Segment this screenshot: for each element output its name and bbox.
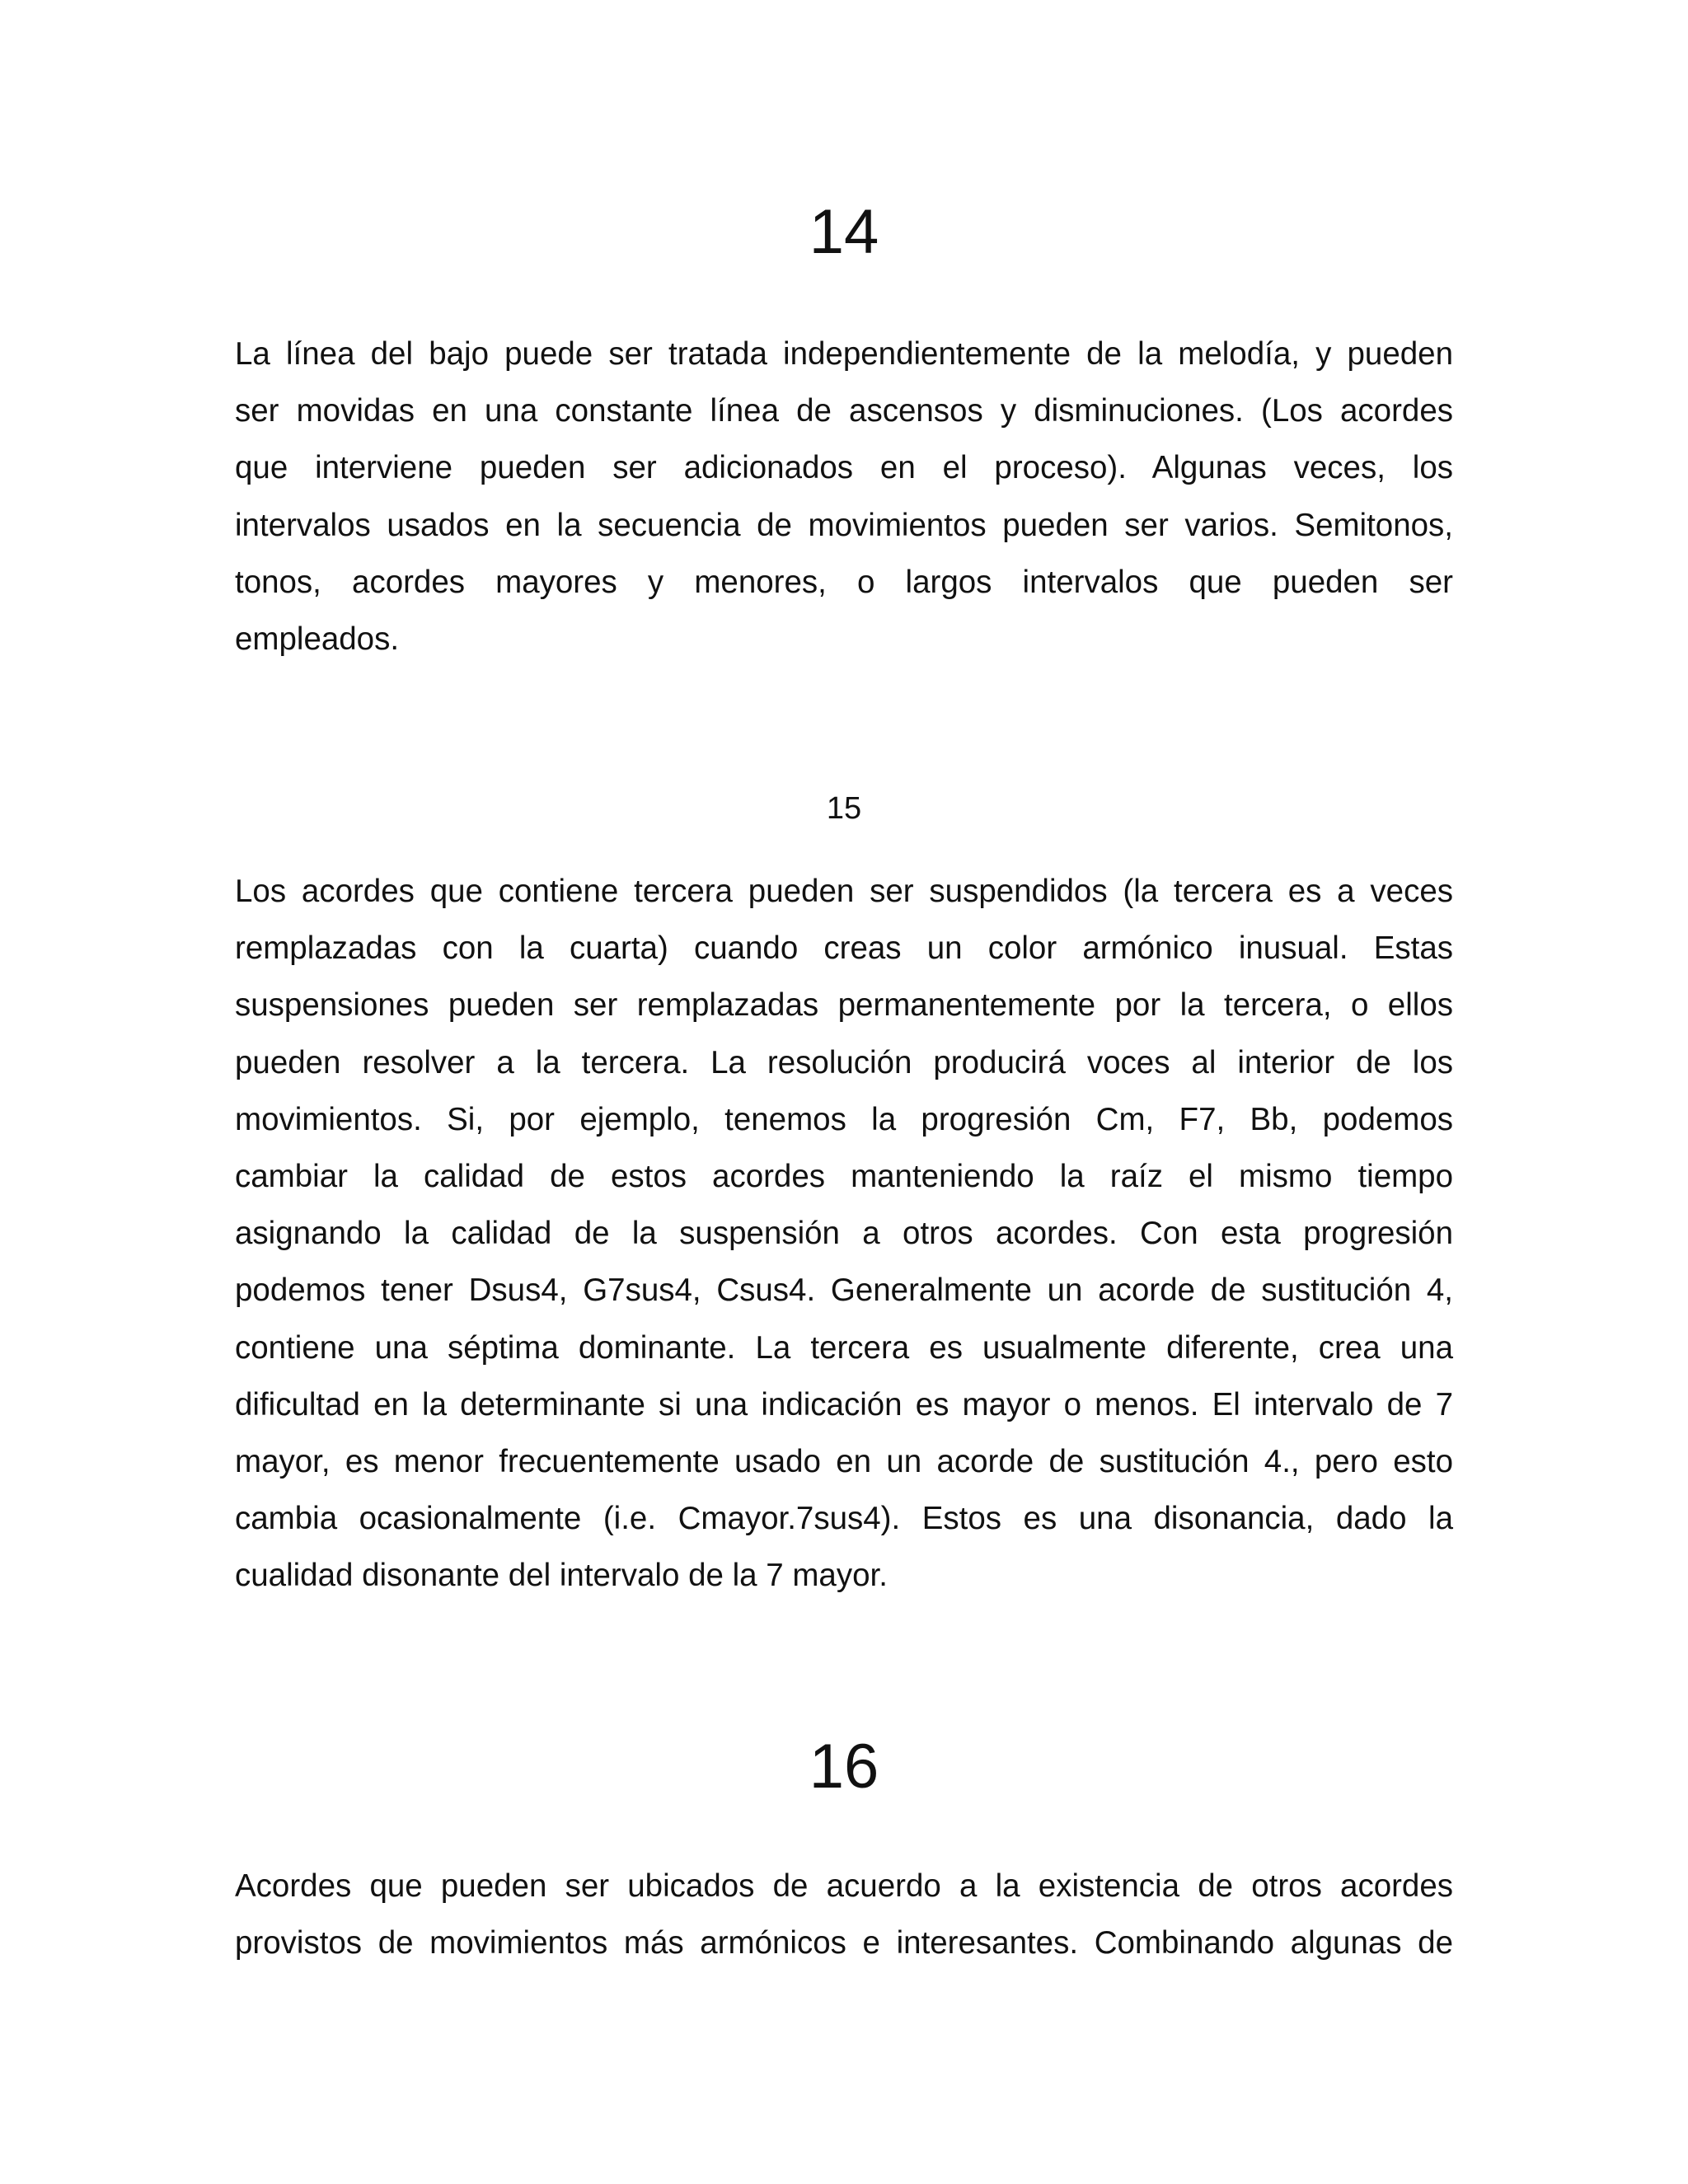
paragraph-line: pueden resolver a la tercera. La resolución producirá voces al interior de los <box>235 1044 1453 1080</box>
paragraph-line: empleados. <box>235 621 400 658</box>
section-number-16: 16 <box>809 1732 879 1802</box>
paragraph-line: podemos tener Dsus4, G7sus4, Csus4. Generalmente un acorde de sustitución 4, <box>235 1272 1453 1309</box>
paragraph-line: La línea del bajo puede ser tratada independientemente de la melodía, y pueden <box>235 336 1453 372</box>
section-number-14: 14 <box>809 197 879 267</box>
paragraph-line: contiene una séptima dominante. La tercera es usualmente diferente, crea una <box>235 1329 1453 1366</box>
paragraph-line: movimientos. Si, por ejemplo, tenemos la progresión Cm, F7, Bb, podemos <box>235 1101 1453 1137</box>
paragraph-line: tonos, acordes mayores y menores, o largos intervalos que pueden ser <box>235 564 1453 600</box>
paragraph-line: cambiar la calidad de estos acordes manteniendo la raíz el mismo tiempo <box>235 1159 1453 1195</box>
section-14-paragraph <box>235 326 1453 668</box>
paragraph-line: cambia ocasionalmente (i.e. Cmayor.7sus4). Estos es una disonancia, dado la <box>235 1501 1453 1537</box>
section-16-paragraph <box>235 1858 1453 1971</box>
paragraph-line: Los acordes que contiene tercera pueden ser suspendidos (la tercera es a veces <box>235 874 1453 909</box>
section-15-paragraph <box>235 863 1453 1605</box>
paragraph-line: asignando la calidad de la suspensión a otros acordes. Con esta progresión <box>235 1216 1453 1252</box>
paragraph-line: Acordes que pueden ser ubicados de acuerdo a la existencia de otros acordes <box>235 1868 1453 1904</box>
paragraph-line: suspensiones pueden ser remplazadas permanentemente por la tercera, o ellos <box>235 987 1453 1024</box>
paragraph-line: mayor, es menor frecuentemente usado en un acorde de sustitución 4., pero esto <box>235 1444 1453 1480</box>
paragraph-line: ser movidas en una constante línea de ascensos y disminuciones. (Los acordes <box>235 393 1453 429</box>
paragraph-line: que interviene pueden ser adicionados en el proceso). Algunas veces, los <box>235 450 1453 486</box>
paragraph-line: provistos de movimientos más armónicos e interesantes. Combinando algunas de <box>235 1925 1453 1961</box>
paragraph-line: cualidad disonante del intervalo de la 7 mayor. <box>235 1558 888 1594</box>
paragraph-line: remplazadas con la cuarta) cuando creas un color armónico inusual. Estas <box>235 930 1453 967</box>
paragraph-line: intervalos usados en la secuencia de movimientos pueden ser varios. Semitonos, <box>235 507 1453 543</box>
section-number-15: 15 <box>826 791 862 826</box>
paragraph-line: dificultad en la determinante si una indicación es mayor o menos. El intervalo de 7 <box>235 1386 1453 1422</box>
